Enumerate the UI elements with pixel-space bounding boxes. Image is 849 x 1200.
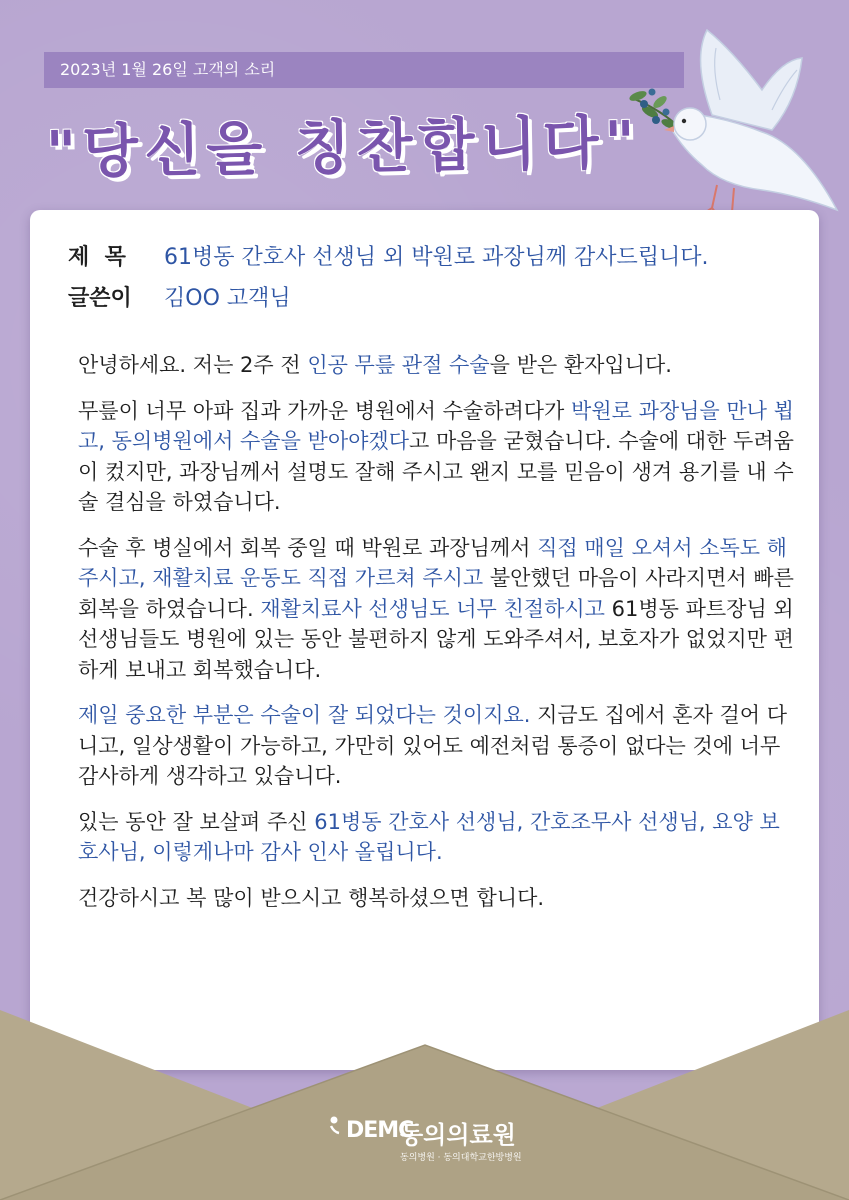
p1-highlight: 인공 무릎 관절 수술 xyxy=(307,353,490,377)
letter-meta xyxy=(68,240,709,322)
headline-title: "당신을 칭찬합니다" xyxy=(45,108,642,187)
hospital-logo xyxy=(328,1110,538,1170)
paragraph-4 xyxy=(78,700,798,792)
logo-english: DEMC xyxy=(346,1118,414,1143)
logo-korean: 동의의료원 xyxy=(400,1121,516,1149)
author-row xyxy=(68,281,709,312)
paragraph-5 xyxy=(78,807,798,868)
p1-text-c: 을 받은 환자입니다. xyxy=(489,353,672,377)
p3-highlight-d: 재활치료사 선생님도 너무 친절하시고 xyxy=(260,596,605,621)
p2-text-c: 고 마음을 굳혔습니다. 수술에 대한 두려움이 컸지만, 과장님께서 설명도 잘해 주시고 왠지 모를 믿음이 생겨 용기를 내 수술 결심을 하였습니다. xyxy=(78,429,794,514)
p4-highlight: 제일 중요한 부분은 수술이 잘 되었다는 것이지요. xyxy=(78,703,531,727)
p3-text-a: 수술 후 병실에서 회복 중일 때 박원로 과장님께서 xyxy=(78,535,538,560)
title-value: 61병동 간호사 선생님 외 박원로 과장님께 감사드립니다. xyxy=(164,245,709,270)
p5-highlight: 61병동 간호사 선생님, 간호조무사 선생님, 요양 보호사님, 이렇게나마 감사 인사 올립니다. xyxy=(78,809,780,864)
p1-text-a: 안녕하세요. 저는 2주 전 xyxy=(78,353,308,377)
paragraph-3 xyxy=(78,533,798,686)
title-row xyxy=(68,240,709,271)
author-value: 김OO 고객님 xyxy=(164,286,291,311)
logo-subtitle: 동의병원 · 동의대학교한방병원 xyxy=(400,1153,522,1163)
p4-text-b: 지금도 집에서 혼자 걸어 다니고, 일상생활이 가능하고, 가만히 있어도 예전처럼 통증이 없다는 것에 너무 감사하게 생각하고 있습니다. xyxy=(78,703,787,788)
p2-text-a: 무릎이 너무 아파 집과 가까운 병원에서 수술하려다가 xyxy=(78,398,572,423)
dove-illustration xyxy=(612,20,842,225)
p5-text-a: 있는 동안 잘 보살펴 주신 xyxy=(78,809,315,834)
p2-highlight: 박원로 과장님을 만나 뵙고, 동의병원에서 수술을 받아야겠다 xyxy=(78,398,794,453)
date-banner: 2023년 1월 26일 고객의 소리 xyxy=(44,52,684,88)
paragraph-1 xyxy=(78,350,798,381)
paragraph-2 xyxy=(78,396,798,518)
letter-card xyxy=(30,210,819,1070)
title-label: 제 목 xyxy=(68,245,126,270)
p3-text-c: 불안했던 마음이 사라지면서 빠른 회복을 하였습니다. xyxy=(78,566,794,621)
author-label: 글쓴이 xyxy=(68,286,132,311)
p3-text-e: 61병동 파트장님 외 선생님들도 병원에 있는 동안 불편하지 않게 도와주셔서, 보호자가 없었지만 편하게 보내고 회복했습니다. xyxy=(78,596,794,682)
paragraph-6: 건강하시고 복 많이 받으시고 행복하셨으면 합니다. xyxy=(78,885,545,910)
letter-body xyxy=(78,350,798,928)
p3-highlight-b: 직접 매일 오셔서 소독도 해 주시고, 재활치료 운동도 직접 가르쳐 주시고 xyxy=(78,535,787,590)
